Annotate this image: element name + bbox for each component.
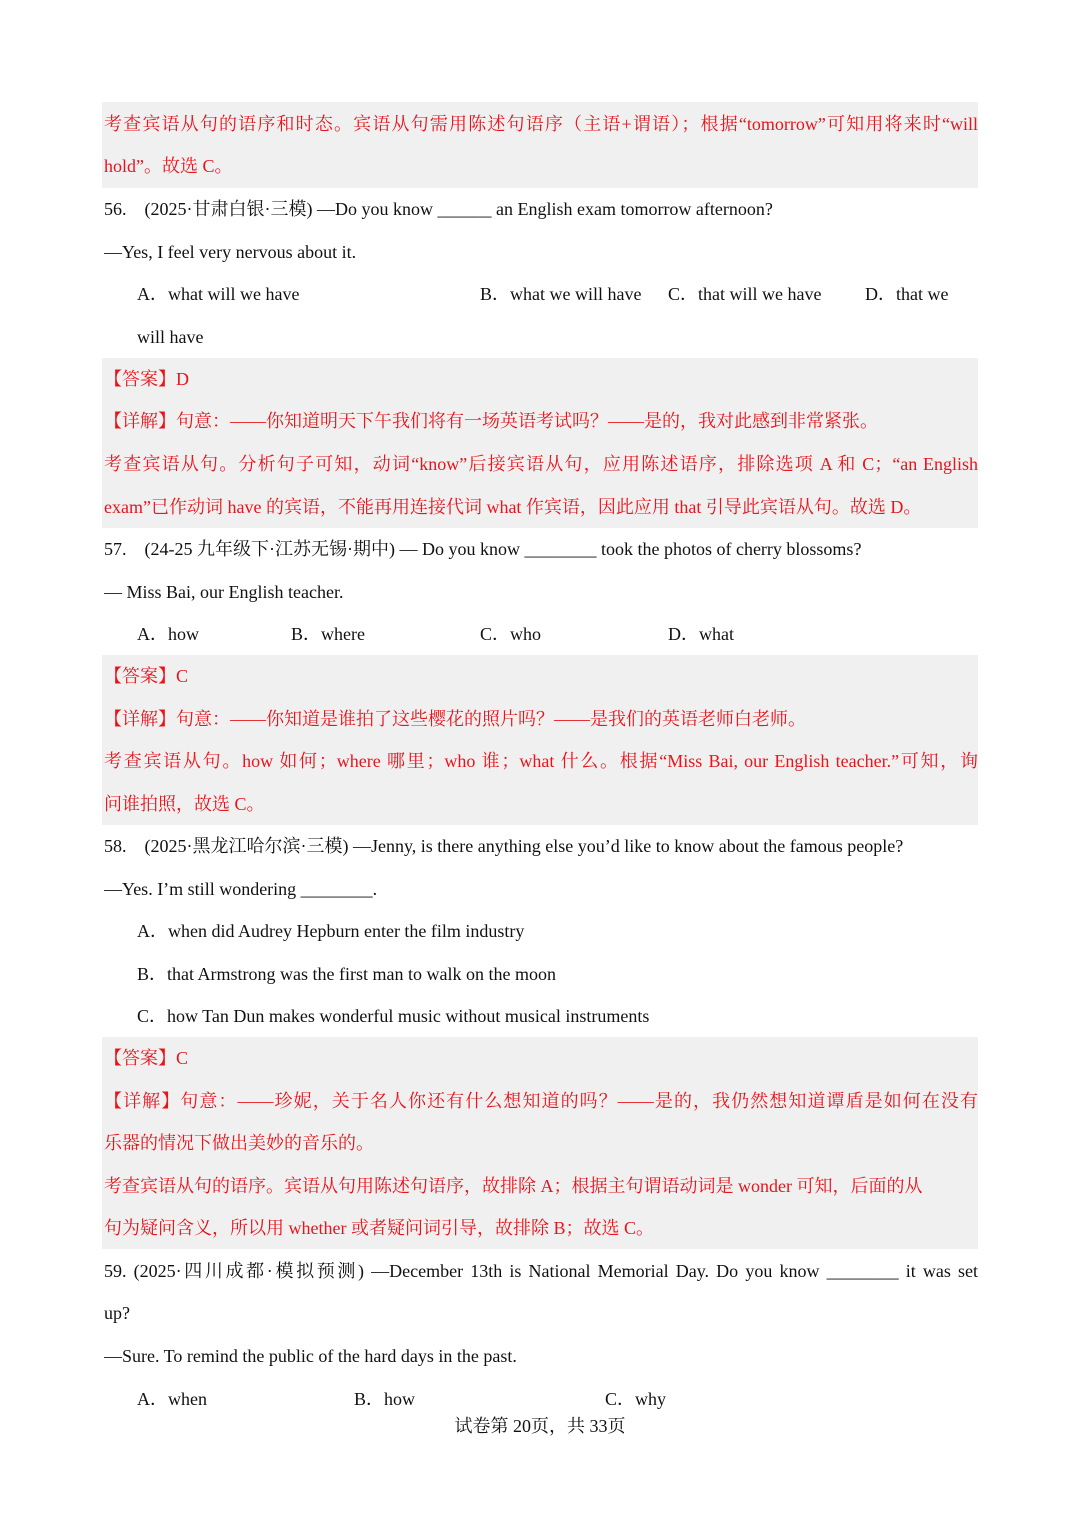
reply-57: — Miss Bai, our English teacher.: [104, 582, 344, 602]
option-b: B．what we will have: [480, 284, 642, 304]
question-59: 59. (2025·四川成都·模拟预测) —December 13th is National Memorial Day. Do you know ________ it was set: [104, 1261, 978, 1281]
option-a: A．what will we have: [137, 284, 300, 304]
question-57: 57. (24-25 九年级下·江苏无锡·期中) — Do you know ________ took the photos of cherry blossoms?: [104, 539, 862, 559]
detail-line: 乐器的情况下做出美妙的音乐的。: [104, 1133, 374, 1153]
option-c: C．that will we have: [668, 284, 822, 304]
option-d: D．what: [668, 624, 734, 644]
answer-57: 【答案】C: [104, 666, 189, 686]
detail-line: 【详解】句意：——珍妮，关于名人你还有什么想知道的吗？——是的，我仍然想知道谭盾是如何在没有: [104, 1091, 978, 1111]
option-b: B．that Armstrong was the first man to walk on the moon: [137, 964, 556, 984]
explanation-line: 考查宾语从句。how 如何；where 哪里；who 谁；what 什么。根据“Miss Bai, our English teacher.”可知，询: [104, 751, 978, 771]
question-56: 56. (2025·甘肃白银·三模) —Do you know ______ an English exam tomorrow afternoon?: [104, 199, 773, 219]
question-59-wrap: up?: [104, 1303, 130, 1323]
option-a: A．when did Audrey Hepburn enter the film industry: [137, 921, 525, 941]
reply-59: —Sure. To remind the public of the hard days in the past.: [104, 1346, 517, 1366]
option-b: B．how: [354, 1389, 416, 1409]
reply-56: —Yes, I feel very nervous about it.: [104, 242, 357, 262]
explanation-line: 考查宾语从句的语序。宾语从句用陈述句语序，故排除 A；根据主句谓语动词是 wonder 可知，后面的从: [104, 1176, 923, 1196]
explanation-line: hold”。故选 C。: [104, 156, 233, 176]
option-b: B．where: [291, 624, 365, 644]
option-c: C．who: [480, 624, 542, 644]
detail-56: 【详解】句意：——你知道明天下午我们将有一场英语考试吗？——是的，我对此感到非常紧张。: [104, 411, 878, 431]
detail-57: 【详解】句意：——你知道是谁拍了这些樱花的照片吗？——是我们的英语老师白老师。: [104, 709, 806, 729]
explanation-line: exam”已作动词 have 的宾语，不能再用连接代词 what 作宾语，因此应用 that 引导此宾语从句。故选 D。: [104, 497, 922, 517]
question-58: 58. (2025·黑龙江哈尔滨·三模) —Jenny, is there anything else you’d like to know about the famous people?: [104, 836, 904, 856]
option-c: C．how Tan Dun makes wonderful music without musical instruments: [137, 1006, 650, 1026]
explanation-line: 句为疑问含义，所以用 whether 或者疑问词引导，故排除 B；故选 C。: [104, 1218, 654, 1238]
option-a: A．when: [137, 1389, 207, 1409]
explanation-line: 问谁拍照，故选 C。: [104, 794, 265, 814]
option-d-wrap: will have: [137, 327, 204, 347]
option-a: A．how: [137, 624, 199, 644]
page-footer: 试卷第 20页，共 33页: [454, 1416, 626, 1436]
answer-58: 【答案】C: [104, 1048, 189, 1068]
answer-56: 【答案】D: [104, 369, 189, 389]
option-d: D．that we: [865, 284, 949, 304]
option-c: C．why: [605, 1389, 667, 1409]
explanation-line: 考查宾语从句的语序和时态。宾语从句需用陈述句语序（主语+谓语）；根据“tomorrow”可知用将来时“will: [104, 114, 978, 134]
explanation-line: 考查宾语从句。分析句子可知，动词“know”后接宾语从句，应用陈述语序，排除选项 A 和 C；“an English: [104, 454, 978, 474]
reply-58: —Yes. I’m still wondering ________.: [104, 879, 378, 899]
